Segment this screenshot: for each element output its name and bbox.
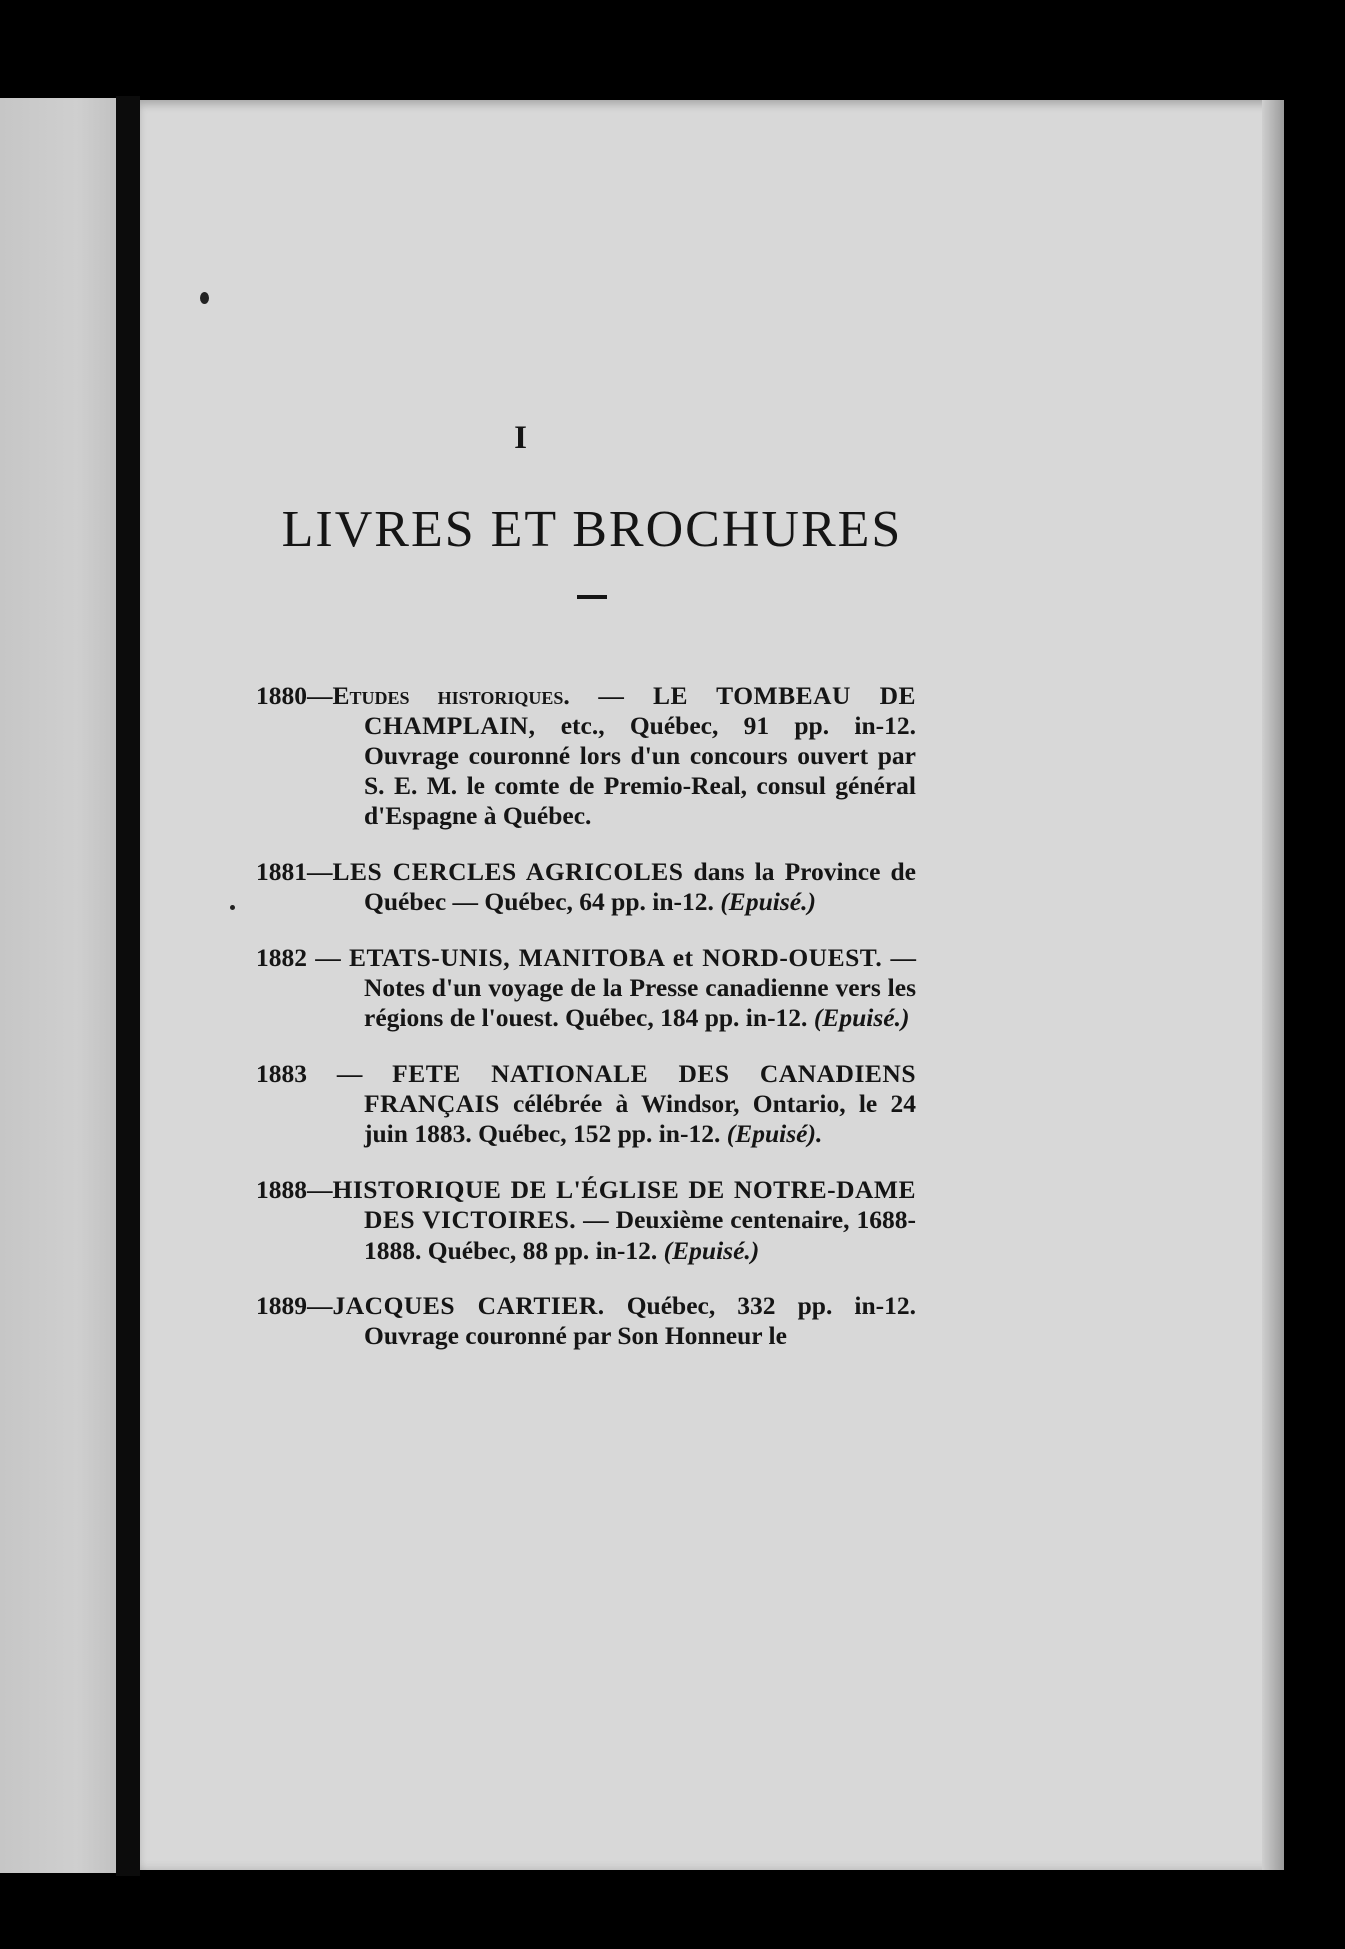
bibliography-entry (256, 681, 916, 832)
entry-details: dans la Province de Québec — Québec, 64 pp. in-12. (364, 857, 916, 917)
entry-year: 1881— (256, 857, 333, 887)
entry-details: célébrée à Windsor, Ontario, le 24 juin 1883. Québec, 152 pp. in-12. (364, 1089, 916, 1149)
binding-gutter (116, 96, 140, 1876)
title-separator (577, 595, 607, 599)
bibliography-list (256, 655, 916, 1357)
section-numeral: I (514, 420, 527, 456)
entry-details: — Deuxième centenaire, 1688-1888. Québec, 88 pp. in-12. (364, 1205, 916, 1265)
entry-details: etc., Québec, 91 pp. in-12. Ouvrage couronné lors d'un concours ouvert par S. E. M. le comte de Premio-Real, consul général d'Espagne à Québec. (364, 710, 916, 831)
entry-year: 1880— (256, 680, 333, 710)
ink-speck (230, 905, 235, 910)
entry-title: HISTORIQUE DE L'ÉGLISE DE NOTRE-DAME DES VICTOIRES. (332, 1175, 916, 1235)
entry-year: 1888— (256, 1175, 333, 1205)
entry-year: 1883 — (256, 1059, 393, 1089)
entry-note: (Epuisé.) (720, 887, 816, 917)
entry-category: Etudes historiques. (332, 680, 570, 710)
bibliography-entry (256, 943, 916, 1034)
entry-note: (Epuisé.) (663, 1235, 760, 1265)
entry-note: (Epuisé.) (813, 1003, 910, 1033)
entry-title: ETATS-UNIS, MANITOBA et NORD-OUEST. (348, 942, 883, 972)
entry-details: Québec, 332 pp. in-12. Ouvrage couronné par Son Honneur le (364, 1291, 916, 1351)
bibliography-entry (256, 1291, 916, 1351)
entry-year: 1889— (256, 1291, 333, 1321)
entry-title: JACQUES CARTIER. (332, 1291, 605, 1321)
entry-title: FETE NATIONALE DES CANADIENS FRANÇAIS (364, 1059, 916, 1119)
bibliography-entry (256, 1175, 916, 1266)
entry-year: 1882 — (256, 942, 349, 972)
ink-speck (200, 292, 209, 304)
entry-note: (Epuisé). (726, 1119, 823, 1149)
section-title: LIVRES ET BROCHURES (281, 501, 903, 558)
entry-details: — Notes d'un voyage de la Presse canadienne vers les régions de l'ouest. Québec, 184 pp. in-12. (364, 942, 916, 1033)
bibliography-entry (256, 857, 916, 917)
facing-page-edge (0, 98, 128, 1873)
bibliography-entry (256, 1059, 916, 1150)
entry-title: — LE TOMBEAU DE CHAMPLAIN, (364, 680, 917, 740)
entry-title: LES CERCLES AGRICOLES (332, 857, 684, 887)
page-fore-edge (1262, 100, 1284, 1870)
